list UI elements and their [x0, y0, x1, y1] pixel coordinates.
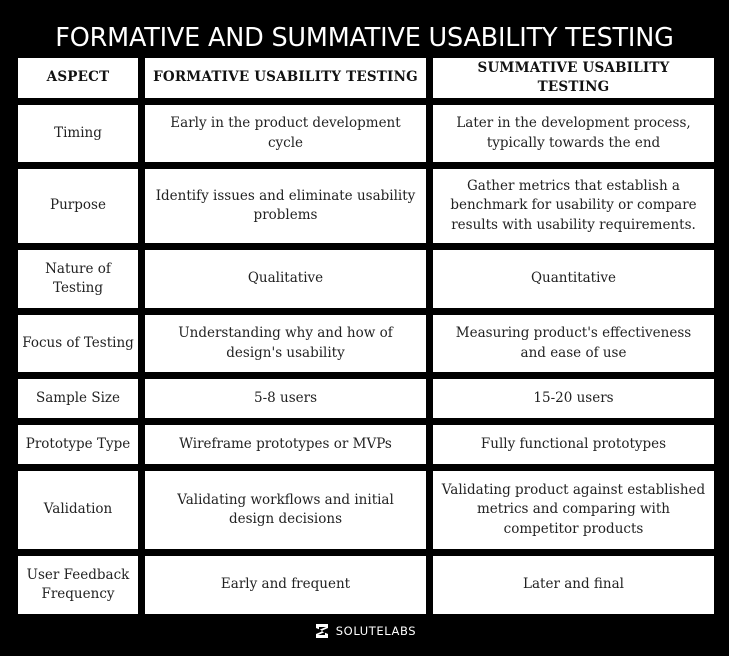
aspect-sample-size: Sample Size — [18, 379, 138, 418]
summative-focus-of-testing: Measuring product's effectiveness and ease of use — [433, 315, 714, 372]
summative-validation: Validating product against established metrics and comparing with competitor products — [433, 471, 714, 549]
formative-user-feedback-frequency: Early and frequent — [145, 556, 426, 614]
formative-nature-of-testing: Qualitative — [145, 250, 426, 308]
header-aspect: ASPECT — [18, 58, 138, 98]
formative-purpose: Identify issues and eliminate usability problems — [145, 169, 426, 243]
aspect-timing: Timing — [18, 105, 138, 162]
aspect-focus-of-testing: Focus of Testing — [18, 315, 138, 372]
brand-name: SOLUTELABS — [335, 624, 417, 638]
summative-user-feedback-frequency: Later and final — [433, 556, 714, 614]
summative-prototype-type: Fully functional prototypes — [433, 425, 714, 464]
comparison-table — [18, 58, 714, 614]
summative-purpose: Gather metrics that establish a benchmark for usability or compare results with usability requirements. — [433, 169, 714, 243]
formative-sample-size: 5-8 users — [145, 379, 426, 418]
formative-timing: Early in the product development cycle — [145, 105, 426, 162]
header-formative: FORMATIVE USABILITY TESTING — [145, 58, 426, 98]
aspect-user-feedback-frequency: User Feedback Frequency — [18, 556, 138, 614]
formative-focus-of-testing: Understanding why and how of design's usability — [145, 315, 426, 372]
aspect-nature-of-testing: Nature of Testing — [18, 250, 138, 308]
s-logo-icon — [313, 622, 331, 640]
header-summative: SUMMATIVE USABILITY TESTING — [433, 58, 714, 98]
aspect-prototype-type: Prototype Type — [18, 425, 138, 464]
formative-validation: Validating workflows and initial design decisions — [145, 471, 426, 549]
brand-footer — [0, 621, 729, 641]
summative-nature-of-testing: Quantitative — [433, 250, 714, 308]
formative-prototype-type: Wireframe prototypes or MVPs — [145, 425, 426, 464]
aspect-validation: Validation — [18, 471, 138, 549]
summative-timing: Later in the development process, typically towards the end — [433, 105, 714, 162]
page-title: FORMATIVE AND SUMMATIVE USABILITY TESTING — [55, 23, 674, 53]
summative-sample-size: 15-20 users — [433, 379, 714, 418]
aspect-purpose: Purpose — [18, 169, 138, 243]
